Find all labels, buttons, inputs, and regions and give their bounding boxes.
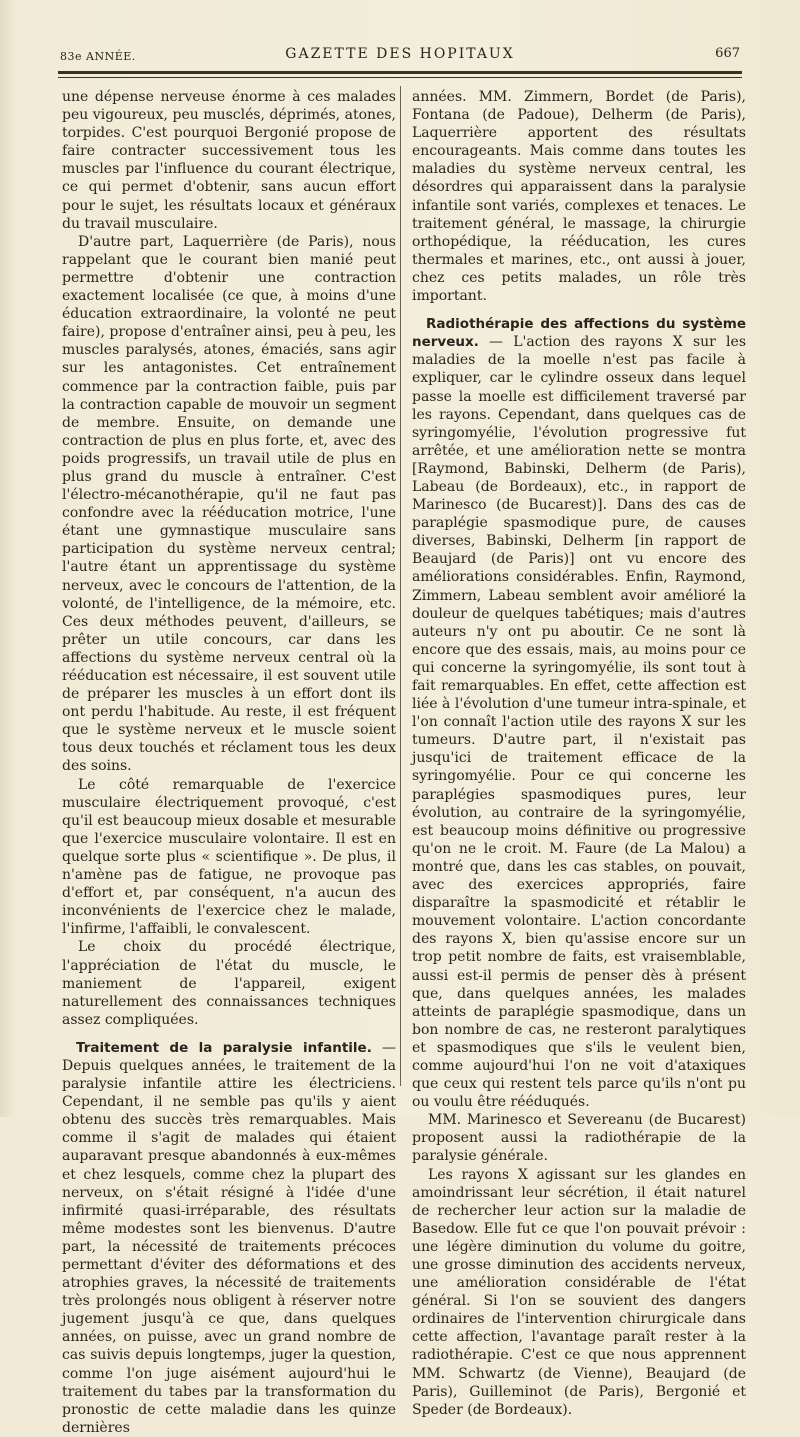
header-rule-thick: [58, 71, 742, 74]
page-header: [60, 44, 740, 68]
section-paragraph: [62, 1039, 396, 1437]
paragraph: D'autre part, Laquerrière (de Paris), nous rappelant que le courant bien manié peut permettre d'obtenir une contraction exactement localisée (ce que, à moins d'une éducation extraordinaire, la volonté ne peut faire), propose d'entraîner ainsi, peu à peu, les muscles paralysés, atones, émaciés, sans agir sur les antagonistes. Cet entraînement commence par la contraction faible, puis par la contraction capable de mouvoir un segment de membre. Ensuite, on demande une contraction de plus en plus forte, et, avec des poids progressifs, un travail utile de plus en plus grand du muscle à entraîner. C'est l'électro-mécanothérapie, qu'il ne faut pas confondre avec la rééducation motrice, l'une étant une gymnastique musculaire sans participation du système nerveux central; l'autre étant un apprentissage du système nerveux, avec le concours de l'attention, de la volonté, de l'intelligence, de la mémoire, etc. Ces deux méthodes peuvent, d'ailleurs, se prêter un utile concours, car dans les affections du système nerveux central où la rééducation est nécessaire, il est souvent utile de préparer les muscles à un effort dont ils ont perdu l'habitude. Au reste, il est fréquent que le système nerveux et le muscle soient tous deux touchés et réclament tous les deux des soins.: [62, 233, 396, 775]
section-heading: Traitement de la paralysie infantile.: [76, 1039, 372, 1056]
paragraph: Les rayons X agissant sur les glandes en amoindrissant leur sécrétion, il était naturel de rechercher leur action sur la maladie de Basedow. Elle fut ce que l'on pouvait prévoir : une légère diminution du volume du goitre, une grosse diminution des accidents nerveux, une amélioration considérable de l'état général. Si l'on se souvient des dangers ordinaires de l'intervention chirurgicale dans cette affection, l'avantage paraît rester à la radiothérapie. C'est ce que nous apprennent MM. Schwartz (de Vienne), Beaujard (de Paris), Guilleminot (de Paris), Bergonié et Speder (de Bordeaux).: [412, 1166, 746, 1418]
section-heading: Radiothérapie des affections du système nerveux.: [412, 316, 746, 351]
paragraph: années. MM. Zimmern, Bordet (de Paris), Fontana (de Padoue), Delherm (de Paris), Laquerrière apportent des résultats encourageants. Mais comme dans toutes les maladies du système nerveux central, les désordres qui apparaissent dans la paralysie infantile sont variés, complexes et tenaces. Le traitement général, le massage, la chirurgie orthopédique, la rééducation, les cures thermales et marines, etc., ont aussi à jouer, chez ces petits malades, un rôle très important.: [412, 89, 746, 305]
right-column: [412, 88, 747, 1418]
section-text: — Depuis quelques années, le traitement de la paralysie infantile attire les électriciens. Cependant, il ne semble pas qu'ils y aient obtenu des succès très remarquables. Mais comme il s'agit de malades qui étaient auparavant presque abandonnés à eux-mêmes et chez lesquels, comme chez la plupart des nerveux, on s'était résigné à l'idée d'une infirmité quasi-irréparable, des résultats même modestes sont les bienvenus. D'autre part, la nécessité de traitements précoces permettant d'éviter des déformations et des atrophies graves, la nécessité de traitements très prolongés nous obligent à réserver notre jugement jusqu'à ce que, dans quelques années, on puisse, avec un grand nombre de cas suivis depuis longtemps, juger la question, comme l'on juge aisément aujourd'hui le traitement du tabes par la transformation du pronostic de cette maladie dans les quinze dernières: [62, 1039, 396, 1436]
paragraph: Le côté remarquable de l'exercice musculaire électriquement provoqué, c'est qu'il est beaucoup mieux dosable et mesurable que l'exercice musculaire volontaire. Il est en quelque sorte plus « scientifique ». De plus, il n'amène pas de fatigue, ne provoque pas d'effort et, par conséquent, n'a aucun des inconvénients de l'exercice chez le malade, l'infirme, l'affaibli, le convalescent.: [62, 776, 396, 938]
page-number: 667: [715, 46, 740, 61]
column-divider: [400, 86, 401, 1086]
section-paragraph: [412, 315, 746, 1111]
left-column: [62, 88, 396, 1436]
paragraph: MM. Marinesco et Severeanu (de Bucarest) proposent aussi la radiothérapie de la paralysie générale.: [412, 1112, 746, 1165]
journal-title: GAZETTE DES HOPITAUX: [285, 46, 515, 62]
header-rule-thin: [58, 77, 742, 78]
year-label: 83e ANNÉE.: [60, 50, 136, 63]
paragraph: une dépense nerveuse énorme à ces malades peu vigoureux, peu musclés, déprimés, atones, torpides. C'est pourquoi Bergonié propose de faire contracter successivement tous les muscles par l'influence du courant électrique, ce qui permet d'obtenir, sans aucun effort pour le sujet, les résultats locaux et généraux du travail musculaire.: [62, 89, 396, 232]
section-text: — L'action des rayons X sur les maladies de la moelle n'est pas facile à expliquer, car le cylindre osseux dans lequel passe la moelle est difficilement traversé par les rayons. Cependant, dans quelques cas de syringomyélie, l'évolution progressive fut arrêtée, et une amélioration nette se montra [Raymond, Babinski, Delherm (de Paris), Labeau (de Bordeaux), etc., in rapport de Marinesco (de Bucarest)]. Dans des cas de paraplégie spasmodique pure, de causes diverses, Babinski, Delherm [in rapport de Beaujard (de Paris)] ont vu encore des améliorations considérables. Enfin, Raymond, Zimmern, Labeau semblent avoir amélioré la douleur de quelques tabétiques; mais d'autres auteurs n'y ont pu aboutir. Ce ne sont là encore que des essais, mais, au moins pour ce qui concerne la syringomyélie, ils sont tout à fait remarquables. En effet, cette affection est liée à l'évolution d'une tumeur intra-spinale, et l'on connaît l'action utile des rayons X sur les tumeurs. D'autre part, il n'existait pas jusqu'ici de traitement efficace de la syringomyélie. Pour ce qui concerne les paraplégies spasmodiques pures, leur évolution, au contraire de la syringomyélie, est beaucoup moins définitive ou progressive qu'on ne le croit. M. Faure (de La Malou) a montré que, dans les cas stables, on pouvait, avec des exercices appropriés, faire disparaître la spasmodicité et rétablir le mouvement volontaire. L'action concordante des rayons X, bien qu'assise encore sur un trop petit nombre de faits, est vraisemblable, aussi est-il permis de penser dès à présent que, dans quelques années, les malades atteints de paraplégie spasmodique, dans un bon nombre de cas, ne resteront paralytiques et spasmodiques que s'ils le veulent bien, comme aujourd'hui l'on ne voit d'ataxiques que ceux qui restent tels parce qu'ils n'ont pu ou voulu être rééduqués.: [412, 334, 747, 1111]
paragraph: Le choix du procédé électrique, l'appréciation de l'état du muscle, le maniement de l'appareil, exigent naturellement des connaissances techniques assez compliquées.: [62, 939, 396, 1028]
